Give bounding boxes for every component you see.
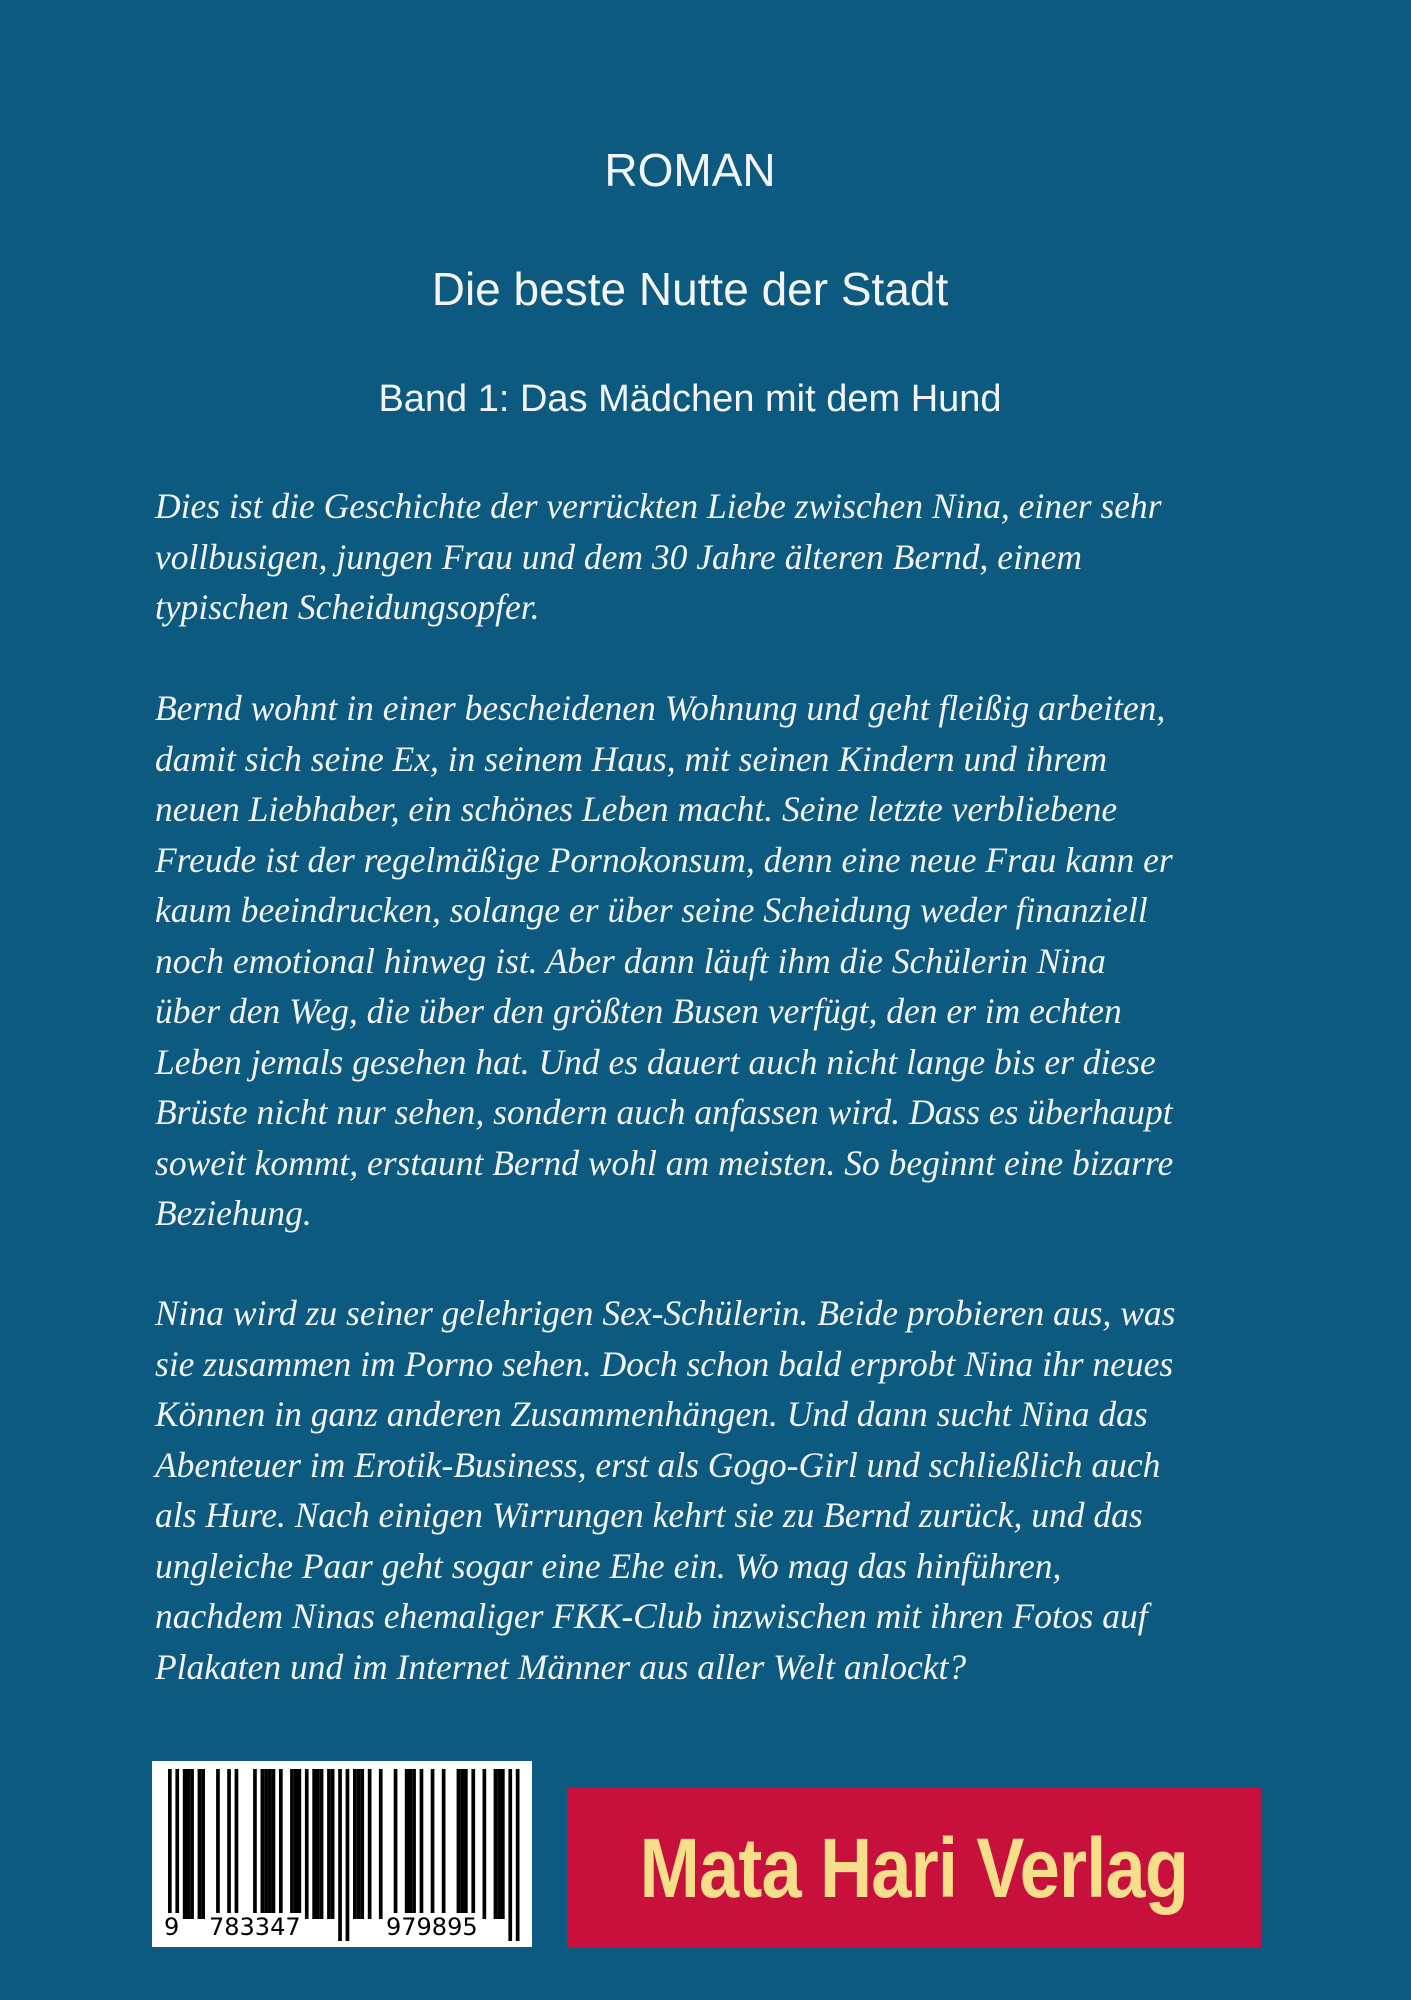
barcode-bar [331, 1769, 335, 1919]
publisher-logo [567, 1788, 1261, 1948]
barcode-bar [357, 1769, 361, 1919]
barcode-bar [201, 1769, 205, 1919]
blurb-paragraph-3 [155, 1288, 1275, 1692]
blurb-line: noch emotional hinweg ist. Aber dann läuft ihm die Schülerin Nina [155, 940, 1106, 981]
barcode-bar [431, 1769, 435, 1919]
barcode-bar [420, 1769, 424, 1919]
barcode-bar [327, 1769, 331, 1919]
barcode-bar [368, 1769, 372, 1919]
blurb-line: typischen Scheidungsopfer. [155, 587, 540, 627]
barcode-bar [442, 1769, 446, 1919]
blurb-line: Beziehung. [155, 1193, 312, 1233]
barcode-bar [227, 1769, 231, 1919]
blurb-line: Freude ist der regelmäßige Pornokonsum, denn eine neue Frau kann er [155, 839, 1173, 880]
barcode-bar [360, 1769, 364, 1919]
blurb-line: kaum beeindrucken, solange er über seine Scheidung weder finanziell [155, 890, 1148, 930]
barcode-bar [320, 1769, 324, 1919]
blurb-line: Leben jemals gesehen hat. Und es dauert auch nicht lange bis er diese [155, 1041, 1156, 1082]
barcode-bar [501, 1769, 505, 1919]
blurb-line: Können in ganz anderen Zusammenhängen. Und dann sucht Nina das [155, 1394, 1148, 1434]
barcode-bar [261, 1769, 265, 1919]
barcode-bar [409, 1769, 413, 1919]
barcode-bar [187, 1769, 191, 1919]
blurb-line: nachdem Ninas ehemaliger FKK-Club inzwischen mit ihren Fotos auf [155, 1596, 1148, 1636]
blurb-paragraph-2 [155, 683, 1275, 1239]
blurb-line: Abenteuer im Erotik-Business, erst als Gogo-Girl und schließlich auch [155, 1444, 1161, 1485]
blurb-line: als Hure. Nach einigen Wirrungen kehrt sie zu Bernd zurück, und das [155, 1495, 1143, 1535]
blurb-line: ungleiche Paar geht sogar eine Ehe ein. Wo mag das hinführen, [155, 1545, 1062, 1586]
book-title: Die beste Nutte der Stadt [431, 263, 949, 315]
barcode-bar [294, 1769, 298, 1919]
barcode-bar [394, 1769, 398, 1919]
barcode-bar [494, 1769, 498, 1919]
barcode-bar [353, 1769, 357, 1919]
blurb-paragraph-1 [155, 481, 1275, 633]
blurb-line: damit sich seine Ex, in seinem Haus, mit seinen Kindern und ihrem [155, 738, 1108, 779]
barcode-bar [312, 1769, 316, 1919]
barcode-bar [464, 1769, 468, 1919]
barcode-bar [497, 1769, 501, 1919]
blurb-line: über den Weg, die über den größten Busen verfügt, den er im echten [155, 991, 1122, 1031]
barcode-bar [483, 1769, 487, 1919]
barcode-first-digit: 9 [164, 1913, 180, 1941]
barcode-bar [264, 1769, 268, 1919]
barcode-bar [298, 1769, 302, 1919]
blurb-line: soweit kommt, erstaunt Bernd wohl am meisten. So beginnt eine bizarre [155, 1142, 1174, 1183]
barcode-bar [460, 1769, 464, 1919]
barcode-bar [405, 1769, 409, 1919]
barcode-bar [216, 1769, 220, 1919]
barcode-bar [190, 1769, 194, 1919]
barcode-bar [316, 1769, 320, 1919]
blurb-line: Brüste nicht nur sehen, sondern auch anfassen wird. Dass es überhaupt [155, 1092, 1173, 1132]
barcode-bar [268, 1769, 272, 1919]
blurb-line: Dies ist die Geschichte der verrückten Liebe zwischen Nina, einer sehr [155, 486, 1162, 526]
barcode-digits [152, 1911, 532, 1945]
isbn-barcode [152, 1761, 532, 1947]
blurb-line: Plakaten und im Internet Männer aus aller Welt anlockt? [155, 1646, 967, 1687]
barcode-digit-group-left: 783347 [209, 1913, 301, 1941]
blurb-line: sie zusammen im Porno sehen. Doch schon bald erprobt Nina ihr neues [155, 1343, 1174, 1384]
barcode-bar [198, 1769, 202, 1919]
genre-label: ROMAN [604, 144, 776, 196]
barcode-bar [412, 1769, 416, 1919]
blurb-line: Nina wird zu seiner gelehrigen Sex-Schülerin. Beide probieren aus, was [155, 1293, 1176, 1333]
barcode-bar [457, 1769, 461, 1919]
barcode-bar [290, 1769, 294, 1919]
publisher-name: Mata Hari Verlag [639, 1820, 1189, 1915]
blurb-line: neuen Liebhaber, ein schönes Leben macht. Seine letzte verbliebene [155, 789, 1118, 829]
blurb-line: vollbusigen, jungen Frau und dem 30 Jahre älteren Bernd, einem [155, 536, 1083, 577]
barcode-digit-group-right: 979895 [386, 1913, 478, 1941]
barcode-bar [279, 1769, 283, 1919]
barcode-bar [253, 1769, 257, 1919]
barcode-bar [305, 1769, 309, 1919]
barcode-bar [235, 1769, 239, 1919]
barcode-bar [272, 1769, 276, 1919]
blurb-line: Bernd wohnt in einer bescheidenen Wohnung und geht fleißig arbeiten, [155, 688, 1166, 728]
barcode-bar [471, 1769, 475, 1919]
book-subtitle: Band 1: Das Mädchen mit dem Hund [378, 378, 1002, 420]
barcode-bar [183, 1769, 187, 1919]
barcode-bar [379, 1769, 383, 1919]
